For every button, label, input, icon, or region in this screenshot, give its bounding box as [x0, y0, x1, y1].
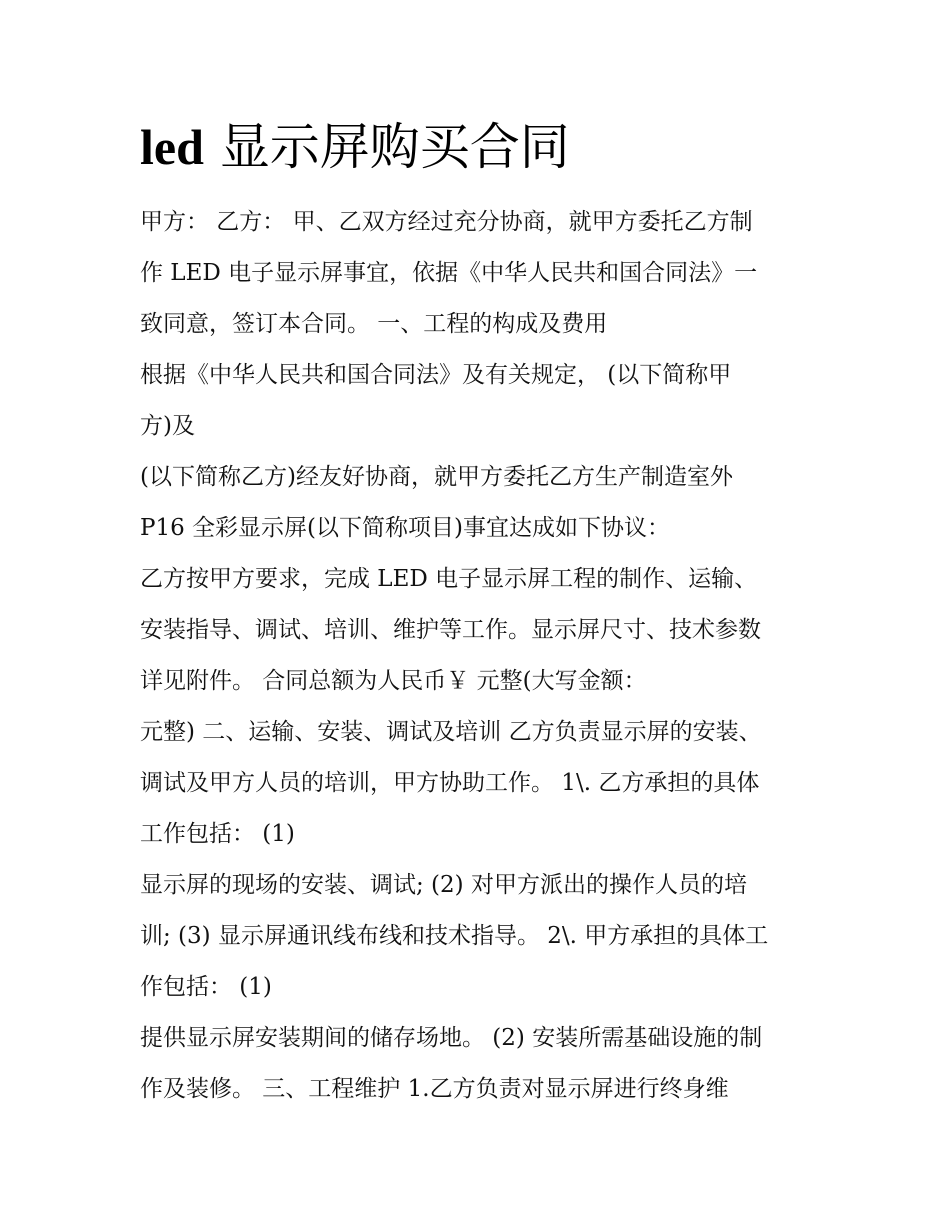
body-line: 甲方： 乙方： 甲、乙双方经过充分协商，就甲方委托乙方制	[140, 209, 753, 235]
body-line: 乙方按甲方要求，完成 LED 电子显示屏工程的制作、运输、	[140, 566, 758, 592]
body-line: 详见附件。 合同总额为人民币￥ 元整(大写金额：	[140, 668, 647, 694]
body-line: (以下简称乙方)经友好协商，就甲方委托乙方生产制造室外	[140, 464, 733, 490]
body-line: 显示屏的现场的安装、调试; (2) 对甲方派出的操作人员的培	[140, 872, 747, 898]
body-line: 调试及甲方人员的培训，甲方协助工作。 1\. 乙方承担的具体	[140, 770, 760, 796]
body-line: 安装指导、调试、培训、维护等工作。显示屏尺寸、技术参数	[140, 617, 761, 643]
body-line: 工作包括： (1)	[140, 821, 295, 847]
title-main: 显示屏购买合同	[219, 118, 570, 176]
body-line: 致同意，签订本合同。 一、工程的构成及费用	[140, 311, 608, 337]
title-prefix: led	[140, 119, 204, 175]
body-line: 提供显示屏安装期间的储存场地。 (2) 安装所需基础设施的制	[140, 1025, 763, 1051]
body-line: 训; (3) 显示屏通讯线布线和技术指导。 2\. 甲方承担的具体工	[140, 923, 769, 949]
body-line: 作及装修。 三、工程维护 1.乙方负责对显示屏进行终身维	[140, 1076, 729, 1102]
body-line: 根据《中华人民共和国合同法》及有关规定， (以下简称甲	[140, 362, 732, 388]
body-line: 元整) 二、运输、安装、调试及培训 乙方负责显示屏的安装、	[140, 719, 762, 745]
body-line: P16 全彩显示屏(以下简称项目)事宜达成如下协议：	[140, 515, 670, 541]
body-line: 作包括： (1)	[140, 974, 272, 1000]
document-title	[140, 114, 570, 180]
document-body	[140, 197, 830, 1115]
body-line: 作 LED 电子显示屏事宜，依据《中华人民共和国合同法》一	[140, 260, 758, 286]
body-line: 方)及	[140, 413, 195, 439]
